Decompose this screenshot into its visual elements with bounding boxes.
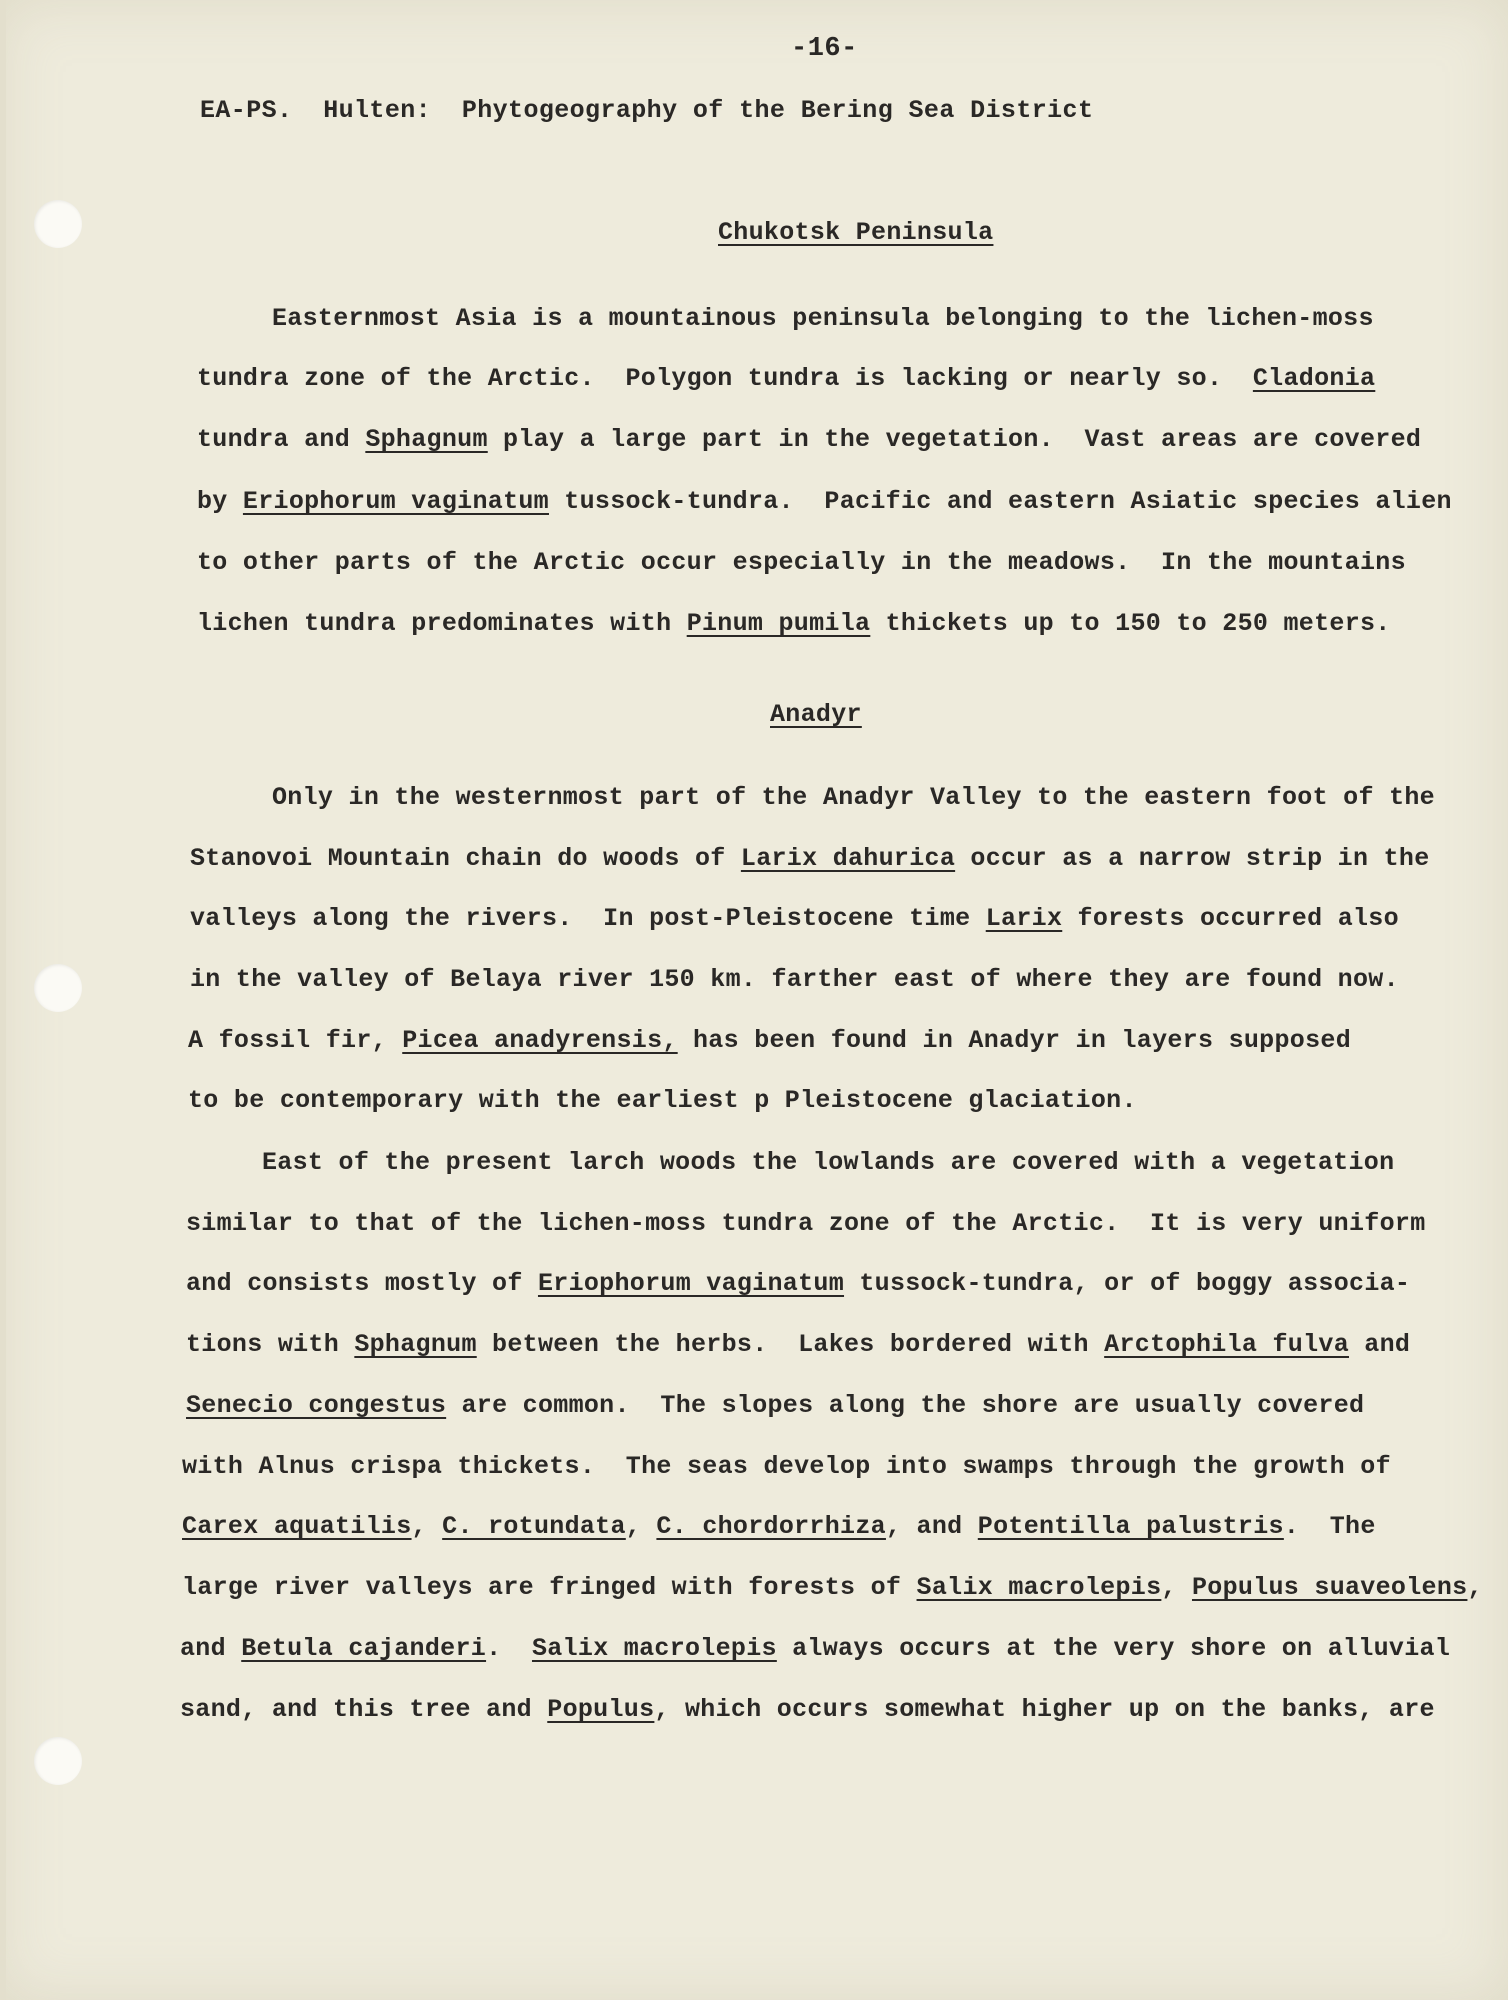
species-name: Larix <box>985 904 1063 933</box>
species-name: C. chordorrhiza <box>656 1512 886 1541</box>
text-run: valleys along the rivers. In post-Pleistocene time <box>190 904 986 933</box>
text-run: lichen tundra predominates with <box>197 609 687 638</box>
text-run: . <box>486 1634 532 1663</box>
running-header: EA-PS. Hulten: Phytogeography of the Bering Sea District <box>200 96 1094 125</box>
text-run: always occurs at the very shore on alluvial <box>776 1634 1451 1663</box>
paragraph-line <box>197 609 1391 638</box>
text-run: tions with <box>186 1330 355 1359</box>
text-run: to be contemporary with the earliest p Pleistocene glaciation. <box>188 1086 1137 1115</box>
text-run: play a large part in the vegetation. Vast areas are covered <box>487 425 1422 454</box>
text-run: , <box>1161 1573 1192 1602</box>
page-number: -16- <box>791 34 858 64</box>
text-run: Stanovoi Mountain chain do woods of <box>190 844 741 873</box>
text-run: , which occurs somewhat higher up on the banks, are <box>654 1695 1435 1724</box>
paragraph-line <box>197 548 1406 577</box>
species-name: Potentilla palustris <box>977 1512 1284 1541</box>
text-run: tussock-tundra, or of boggy associa- <box>844 1269 1411 1298</box>
species-name: Sphagnum <box>354 1330 477 1359</box>
paragraph-line <box>262 1148 1394 1177</box>
paragraph-line <box>186 1209 1426 1238</box>
species-name: Eriophorum vaginatum <box>537 1269 845 1298</box>
species-name: Carex aquatilis <box>182 1512 412 1541</box>
paragraph-line <box>186 1330 1410 1359</box>
text-run: , and <box>885 1512 978 1541</box>
species-name: Betula cajanderi <box>241 1634 487 1663</box>
species-name: Arctophila fulva <box>1104 1330 1349 1359</box>
species-name: Salix macrolepis <box>531 1634 777 1663</box>
text-run: , <box>625 1512 657 1541</box>
paragraph-line <box>197 487 1452 516</box>
paragraph-line <box>190 965 1399 994</box>
text-run: tussock-tundra. Pacific and eastern Asiatic species alien <box>548 487 1452 516</box>
punch-hole-top <box>34 200 82 248</box>
text-run: has been found in Anadyr in layers supposed <box>677 1026 1351 1055</box>
text-run: occur as a narrow strip in the <box>955 844 1430 873</box>
text-run: sand, and this tree and <box>180 1695 548 1724</box>
paragraph-line <box>186 1391 1364 1420</box>
species-name: Larix dahurica <box>740 844 956 873</box>
punch-hole-bottom <box>34 1737 82 1785</box>
text-run: , <box>1467 1573 1483 1602</box>
species-name: C. rotundata <box>442 1512 626 1541</box>
paragraph-line <box>197 425 1421 454</box>
section-heading-chukotsk: Chukotsk Peninsula <box>718 218 994 247</box>
species-name: Eriophorum vaginatum <box>242 487 549 516</box>
text-run: to other parts of the Arctic occur especially in the meadows. In the mountains <box>197 548 1406 577</box>
text-run: with Alnus crispa thickets. The seas develop into swamps through the growth of <box>182 1452 1391 1481</box>
text-run: . The <box>1283 1512 1376 1541</box>
paragraph-line <box>190 844 1430 873</box>
paragraph-line <box>272 304 1374 333</box>
text-run: A fossil fir, <box>188 1026 403 1055</box>
text-run: by <box>197 487 243 516</box>
paragraph-line <box>182 1512 1376 1541</box>
paragraph-line <box>272 783 1435 812</box>
species-name: Pinum pumila <box>686 609 871 638</box>
text-run: Easternmost Asia is a mountainous peninsula belonging to the lichen-moss <box>272 304 1374 333</box>
text-run: tundra zone of the Arctic. Polygon tundra is lacking or nearly so. <box>197 364 1253 393</box>
paragraph-line <box>190 904 1399 933</box>
paragraph-line <box>180 1634 1450 1663</box>
text-run: and <box>180 1634 242 1663</box>
paragraph-line <box>188 1026 1351 1055</box>
paragraph-line <box>186 1269 1410 1298</box>
text-run: Only in the westernmost part of the Anadyr Valley to the eastern foot of the <box>272 783 1435 812</box>
species-name: Senecio congestus <box>186 1391 447 1420</box>
paragraph-line <box>182 1452 1391 1481</box>
text-run: , <box>411 1512 443 1541</box>
species-name: Salix macrolepis <box>916 1573 1162 1602</box>
text-run: are common. The slopes along the shore are usually covered <box>446 1391 1365 1420</box>
text-run: and <box>1349 1330 1411 1359</box>
text-run: in the valley of Belaya river 150 km. farther east of where they are found now. <box>190 965 1399 994</box>
paragraph-line <box>197 364 1375 393</box>
species-name: Cladonia <box>1252 364 1376 393</box>
species-name: Populus suaveolens <box>1191 1573 1468 1602</box>
text-run: thickets up to 150 to 250 meters. <box>870 609 1391 638</box>
text-run: tundra and <box>197 425 366 454</box>
text-run: East of the present larch woods the lowlands are covered with a vegetation <box>262 1148 1395 1177</box>
paragraph-line <box>182 1573 1483 1602</box>
paragraph-line <box>180 1695 1435 1724</box>
species-name: Picea anadyrensis, <box>402 1026 678 1055</box>
species-name: Populus <box>547 1695 655 1724</box>
text-run: forests occurred also <box>1062 904 1399 933</box>
text-run: between the herbs. Lakes bordered with <box>476 1330 1105 1359</box>
paragraph-line <box>188 1086 1137 1115</box>
text-run: similar to that of the lichen-moss tundra zone of the Arctic. It is very uniform <box>186 1209 1426 1238</box>
section-heading-anadyr: Anadyr <box>770 700 862 729</box>
species-name: Sphagnum <box>365 425 488 454</box>
text-run: large river valleys are fringed with forests of <box>182 1573 917 1602</box>
page-edge <box>0 0 6 2000</box>
text-run: and consists mostly of <box>186 1269 538 1298</box>
punch-hole-middle <box>34 964 82 1012</box>
